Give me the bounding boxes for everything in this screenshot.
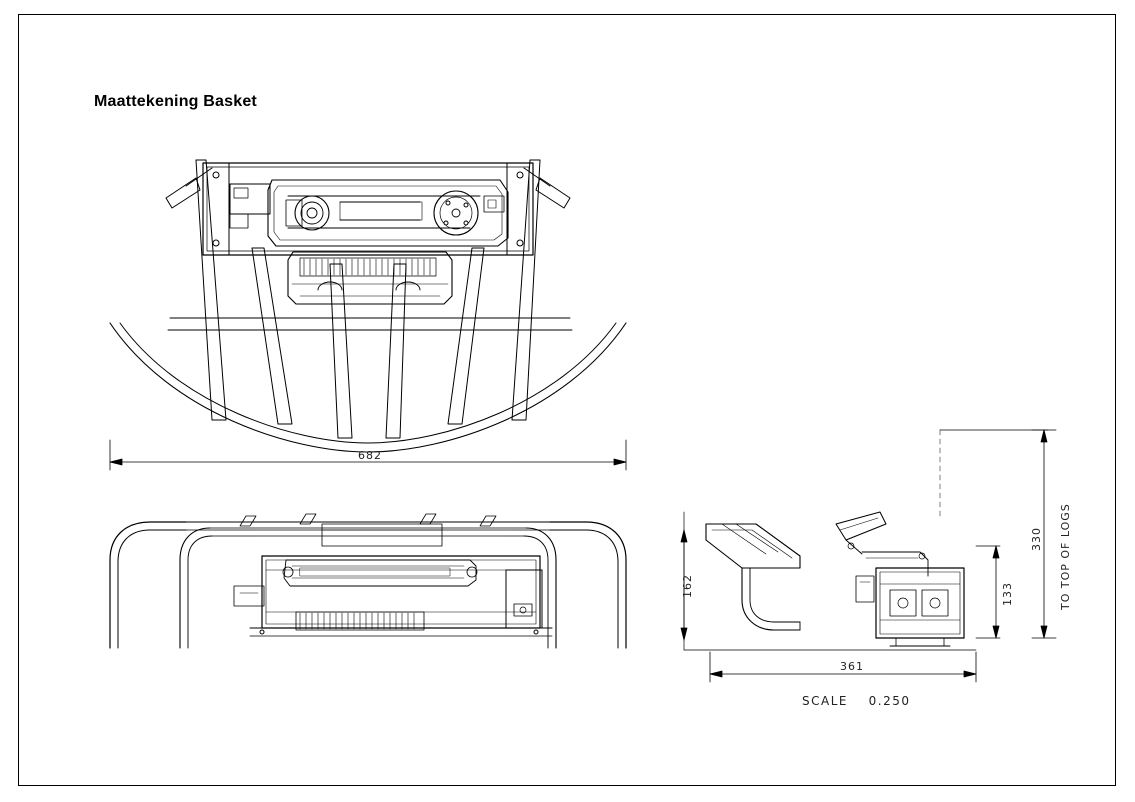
- dimension-label-361: 361: [840, 660, 864, 673]
- scale-value: 0.250: [868, 694, 911, 708]
- page-title: Maattekening Basket: [94, 93, 257, 110]
- dimension-133: [993, 546, 999, 638]
- dimension-label-133: 133: [1001, 582, 1014, 606]
- front-view-geometry: [110, 514, 626, 648]
- dimension-label-330: 330: [1030, 527, 1043, 551]
- dimension-label-162: 162: [681, 574, 694, 598]
- scale-note: [802, 694, 911, 708]
- dimension-label-to-top-of-logs: TO TOP OF LOGS: [1059, 503, 1072, 610]
- side-view-geometry: [684, 430, 1048, 650]
- scale-label-text: SCALE: [802, 694, 848, 708]
- top-view-geometry: [110, 160, 626, 452]
- dimension-label-682: 682: [358, 449, 382, 462]
